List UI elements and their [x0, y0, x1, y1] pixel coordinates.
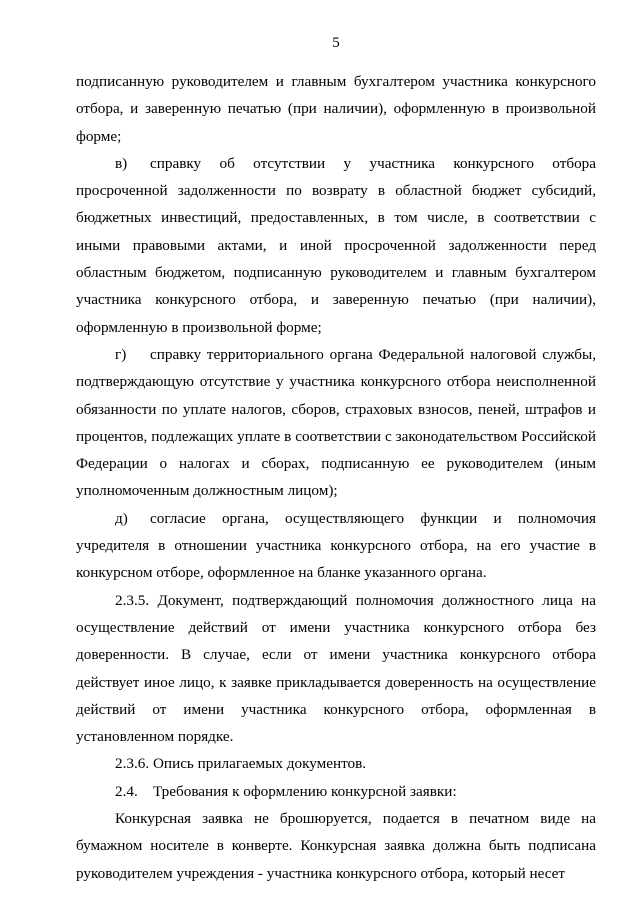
document-body: [76, 68, 596, 887]
list-item-d: [76, 505, 596, 587]
section-heading-2-4: [76, 778, 596, 805]
section-number-2-4: 2.4.: [115, 782, 138, 800]
paragraph-continuation: подписанную руководителем и главным бухгалтером участника конкурсного отбора, и заверенную печатью (при наличии), оформленную в произвольной форме;: [76, 73, 596, 145]
list-item-v-first-line: справку об отсутствии у участника конкурсного отбора: [150, 154, 596, 172]
list-item-d-first-line: согласие органа, осуществляющего функции и полномочия: [150, 509, 596, 527]
list-marker-v: в): [115, 154, 128, 172]
section-title-2-4: Требования к оформлению конкурсной заявки:: [152, 782, 457, 800]
paragraph-2-3-6: 2.3.6. Опись прилагаемых документов.: [115, 755, 367, 773]
list-marker-g: г): [115, 345, 127, 363]
list-marker-d: д): [115, 509, 128, 527]
list-item-d-text: учредителя в отношении участника конкурсного отбора, на его участие в конкурсном отборе, оформленное на бланке указанного органа.: [76, 537, 596, 582]
list-item-g-first-line: справку территориального органа Федеральной налоговой службы,: [150, 345, 596, 363]
list-item-g: [76, 341, 596, 505]
page-number: 5: [332, 35, 340, 51]
list-item-v-text: просроченной задолженности по возврату в областной бюджет субсидий, бюджетных инвестиций, предоставленных, в том числе, в соответствии с иными правовыми актами, и иной просроченной задолженности перед областным бюджетом, подписанную руководителем и главным бухгалтером участника конкурсного отбора, и заверенную печатью (при наличии), оформленную в произвольной форме;: [76, 182, 596, 336]
paragraph-application-format: Конкурсная заявка не брошюруется, подается в печатном виде на бумажном носителе в конверте. Конкурсная заявка должна быть подписана руководителем учреждения - участника конкурсного отбора, который несет: [76, 810, 596, 882]
list-item-g-text: подтверждающую отсутствие у участника конкурсного отбора неисполненной обязанности по уплате налогов, сборов, страховых взносов, пеней, штрафов и процентов, подлежащих уплате в соответствии с законодательством Российской Федерации о налогах и сборах, подписанную ее руководителем (иным уполномоченным должностным лицом);: [76, 373, 596, 500]
paragraph-2-3-5: 2.3.5. Документ, подтверждающий полномочия должностного лица на осуществление действий от имени участника конкурсного отбора без доверенности. В случае, если от имени участника конкурсного отбора действует иное лицо, к заявке прикладывается доверенность на осуществление действий от имени участника конкурсного отбора, оформленная в установленном порядке.: [76, 591, 596, 746]
list-item-v: [76, 150, 596, 341]
